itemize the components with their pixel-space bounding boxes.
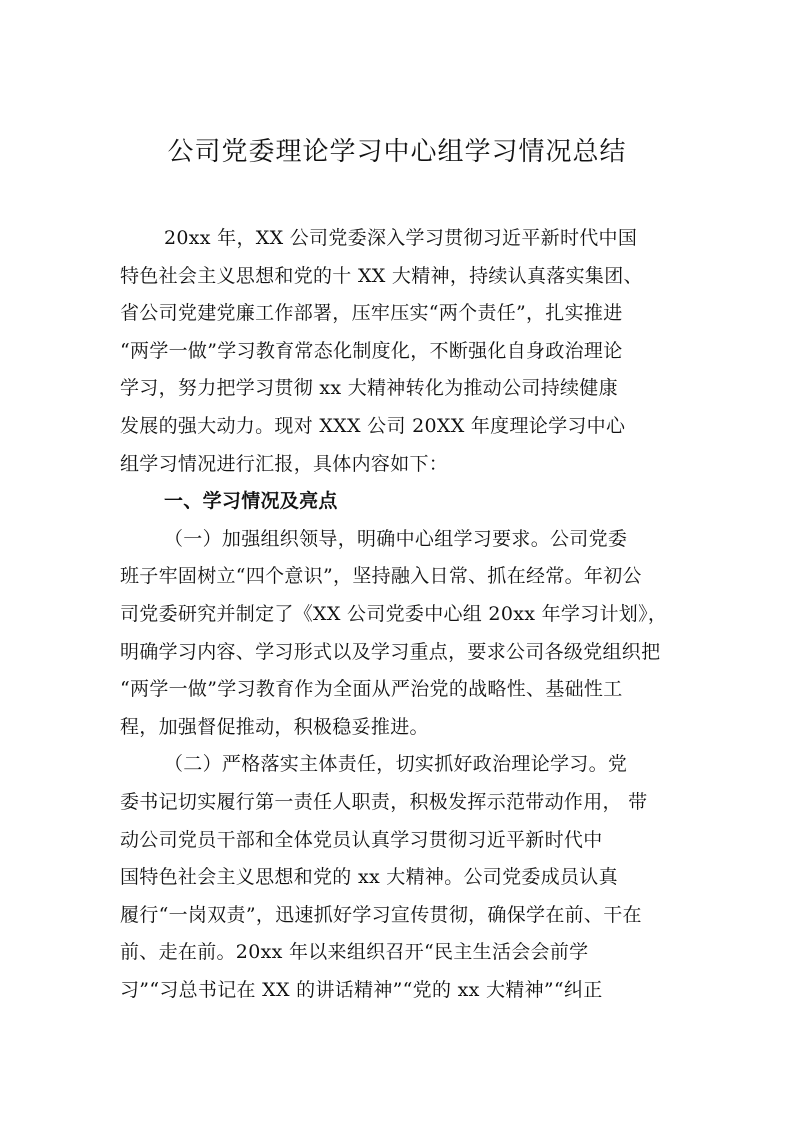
paragraph-line: 明确学习内容、学习形式以及学习重点，要求公司各级党组织把 <box>120 640 661 663</box>
paragraph-line: 国特色社会主义思想和党的 xx 大精神。公司党委成员认真 <box>120 866 618 889</box>
paragraph-line: 发展的强大动力。现对 XXX 公司 20XX 年度理论学习中心 <box>120 414 626 437</box>
paragraph-line: 委书记切实履行第一责任人职责，积极发挥示范带动作用， 带 <box>120 790 648 813</box>
paragraph-line: 组学习情况进行汇报，具体内容如下： <box>120 452 449 475</box>
paragraph-line: （二）严格落实主体责任，切实抓好政治理论学习。党 <box>164 753 628 776</box>
paragraph-line: “两学一做”学习教育常态化制度化，不断强化自身政治理论 <box>120 339 623 362</box>
paragraph-line: 学习，努力把学习贯彻 xx 大精神转化为推动公司持续健康 <box>120 377 618 400</box>
paragraph-line: 省公司党建党廉工作部署，压牢压实“两个责任”，扎实推进 <box>120 302 623 325</box>
paragraph-line: 前、走在前。20xx 年以来组织召开“民主生活会会前学 <box>120 941 589 964</box>
paragraph-line: 司党委研究并制定了《XX 公司党委中心组 20xx 年学习计划》， <box>120 602 668 625</box>
section-heading: 一、学习情况及亮点 <box>164 490 338 513</box>
document-body <box>120 220 680 1009</box>
paragraph-line: 履行“一岗双责”，迅速抓好学习宣传贯彻，确保学在前、干在 <box>120 903 642 926</box>
paragraph-line: （一）加强组织领导，明确中心组学习要求。公司党委 <box>164 527 628 550</box>
paragraph-line: 程，加强督促推动，积极稳妥推进。 <box>120 715 429 738</box>
paragraph-line: 20xx 年，XX 公司党委深入学习贯彻习近平新时代中国 <box>164 227 638 249</box>
paragraph-line: 班子牢固树立“四个意识”，坚持融入日常、抓在经常。年初公 <box>120 565 642 588</box>
paragraph-line: 动公司党员干部和全体党员认真学习贯彻习近平新时代中 <box>120 828 603 851</box>
paragraph-line: “两学一做”学习教育作为全面从严治党的战略性、基础性工 <box>120 678 623 701</box>
paragraph-line: 习”“习总书记在 XX 的讲话精神”“党的 xx 大精神”“纠正 <box>120 978 603 1001</box>
paragraph-line: 特色社会主义思想和党的十 XX 大精神，持续认真落实集团、 <box>120 264 643 287</box>
document-title: 公司党委理论学习中心组学习情况总结 <box>167 137 627 167</box>
